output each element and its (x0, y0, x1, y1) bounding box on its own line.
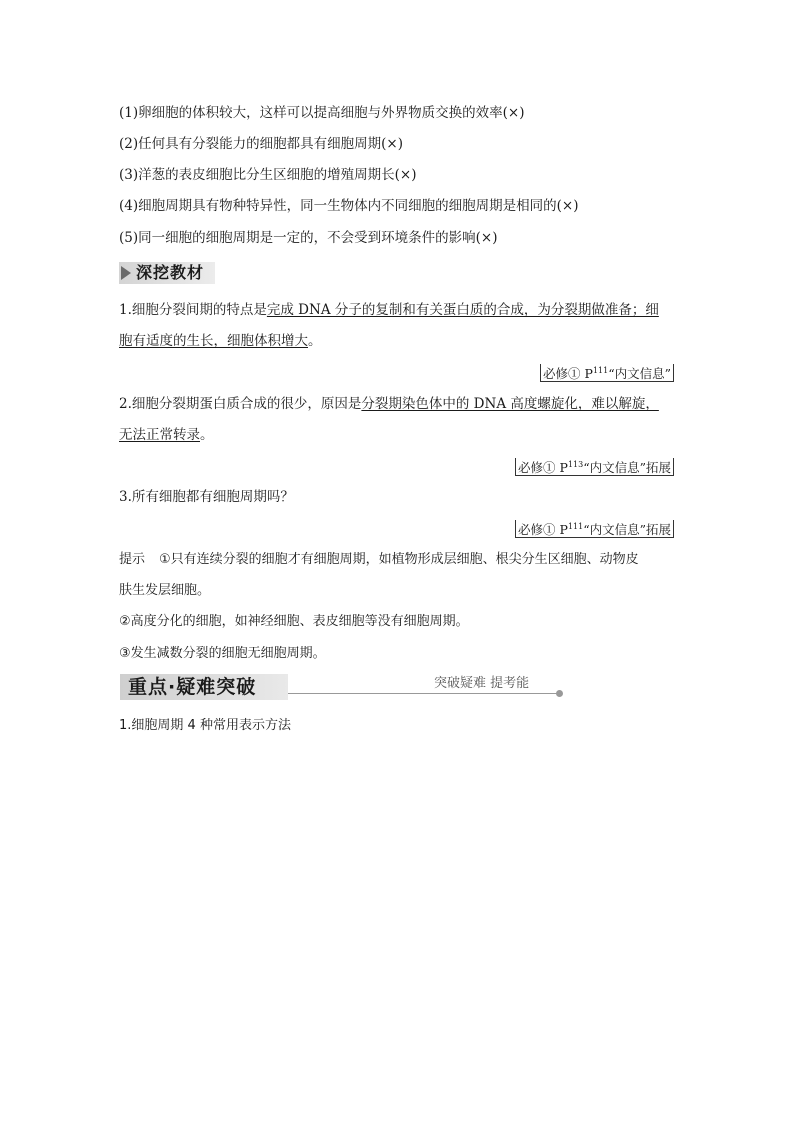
question-2-prefix: 2.细胞分裂期蛋白质合成的很少，原因是 (119, 396, 362, 412)
question-2-answer-a: 分裂期染色体中的 DNA 高度螺旋化，难以解旋， (361, 396, 659, 412)
judgment-item-1: (1)卵细胞的体积较大，这样可以提高细胞与外界物质交换的效率(×) (119, 105, 525, 121)
hint-line-3: ②高度分化的细胞，如神经细胞、表皮细胞等没有细胞周期。 (119, 614, 469, 629)
reference-tag-1 (540, 364, 674, 382)
question-2-line-1 (119, 395, 659, 413)
key-section-dot (556, 690, 563, 697)
section-title: 深挖教材 (136, 263, 205, 282)
reference-tag-3 (515, 520, 674, 538)
reference-tag-1-suffix: “内文信息” (608, 366, 671, 382)
key-section-title: 重点·疑难突破 (128, 676, 257, 698)
question-2-answer-b: 无法正常转录 (119, 427, 200, 443)
reference-tag-1-page: 111 (592, 366, 609, 375)
hint-label: 提示 (119, 552, 146, 567)
reference-tag-3-text: 必修① P (518, 522, 568, 538)
question-1-line-2 (119, 332, 322, 350)
hint-line-2: 肤生发层细胞。 (119, 583, 211, 598)
section-arrow-icon (121, 266, 131, 280)
question-2-line-2 (119, 426, 214, 444)
hint-line-4: ③发生减数分裂的细胞无细胞周期。 (119, 646, 326, 661)
judgment-item-2: (2)任何具有分裂能力的细胞都具有细胞周期(×) (119, 136, 403, 152)
question-2-end: 。 (200, 427, 214, 443)
hint-line-1 (119, 551, 639, 569)
question-3: 3.所有细胞都有细胞周期吗？ (119, 489, 294, 505)
judgment-item-4: (4)细胞周期具有物种特异性，同一生物体内不同细胞的细胞周期是相同的(×) (119, 198, 579, 214)
key-section-subtitle: 突破疑难 提考能 (434, 676, 530, 691)
key-item-1: 1.细胞周期 4 种常用表示方法 (119, 718, 291, 733)
question-1-line-1 (119, 301, 659, 319)
question-1-prefix: 1.细胞分裂间期的特点是 (119, 302, 267, 318)
hint-text-1: ①只有连续分裂的细胞才有细胞周期，如植物形成层细胞、根尖分生区细胞、动物皮 (159, 552, 639, 567)
question-1-end: 。 (308, 333, 322, 349)
reference-tag-2-page: 113 (567, 460, 584, 469)
reference-tag-2 (515, 458, 674, 476)
question-1-answer-b: 胞有适度的生长，细胞体积增大 (119, 333, 308, 349)
question-1-answer-a: 完成 DNA 分子的复制和有关蛋白质的合成，为分裂期做准备；细 (266, 302, 659, 318)
judgment-item-3: (3)洋葱的表皮细胞比分生区细胞的增殖周期长(×) (119, 167, 417, 183)
reference-tag-3-page: 111 (567, 522, 584, 531)
judgment-item-5: (5)同一细胞的细胞周期是一定的，不会受到环境条件的影响(×) (119, 230, 498, 246)
reference-tag-3-suffix: “内文信息”拓展 (583, 522, 671, 538)
reference-tag-1-text: 必修① P (543, 366, 593, 382)
reference-tag-2-suffix: “内文信息”拓展 (583, 460, 671, 476)
reference-tag-2-text: 必修① P (518, 460, 568, 476)
key-section-rule (288, 693, 560, 694)
